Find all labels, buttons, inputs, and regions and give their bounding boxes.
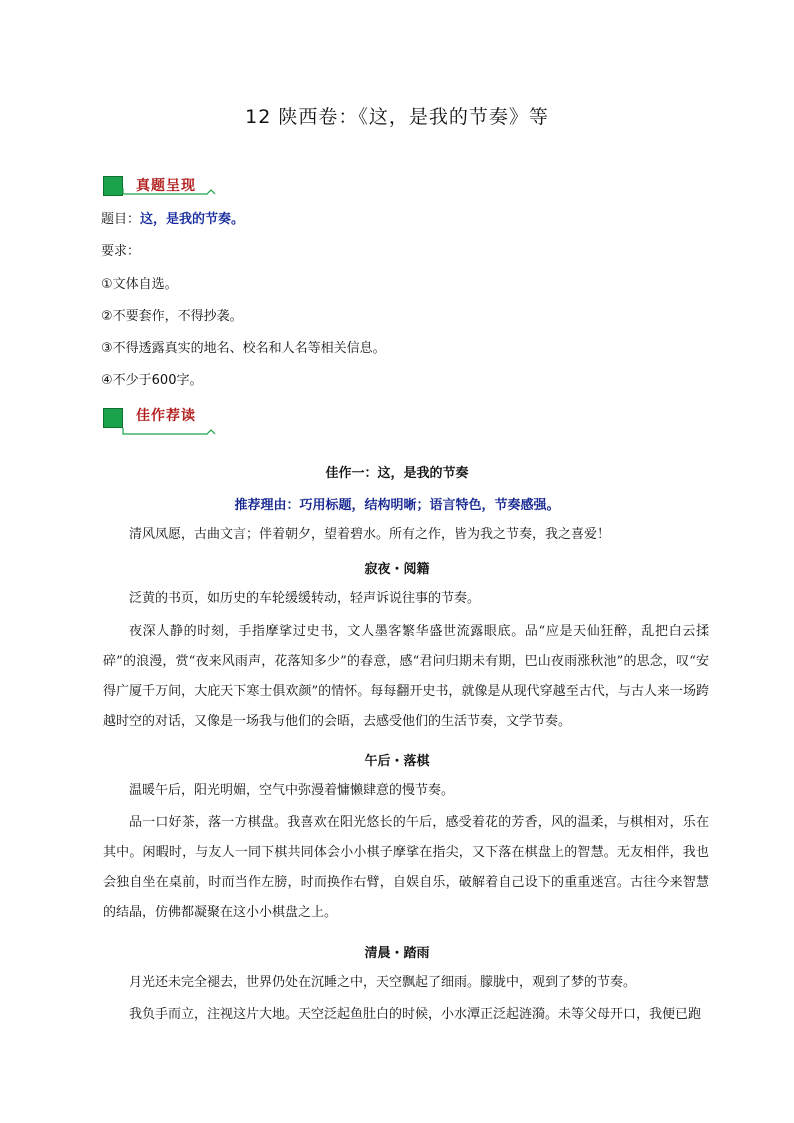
essay-paragraph: 我负手而立，注视这片大地。天空泛起鱼肚白的时候，小水潭正泛起涟漪。未等父母开口，我便已跑 <box>129 1007 702 1022</box>
page-title: 12 陕西卷：《这，是我的节奏》等 <box>245 106 549 128</box>
section-header-recommended <box>103 404 223 440</box>
prompt-line <box>101 208 244 227</box>
prompt-topic: 这，是我的节奏。 <box>140 212 245 227</box>
essay-title: 佳作一：这，是我的节奏 <box>325 466 469 481</box>
essay-paragraph: 温暖午后，阳光明媚，空气中弥漫着慵懒肆意的慢节奏。 <box>129 783 455 798</box>
requirement-4: ④不少于600字。 <box>101 373 203 388</box>
section-heading: 佳作荐读 <box>136 408 196 424</box>
prompt-label: 题目： <box>101 212 141 227</box>
essay-subheading: 午后・落棋 <box>364 754 430 769</box>
essay-subheading: 清晨・踏雨 <box>364 946 430 961</box>
essay-subheading: 寂夜・阅籍 <box>364 562 430 577</box>
essay-paragraph: 品一口好茶，落一方棋盘。我喜欢在阳光悠长的午后，感受着花的芳香，风的温柔，与棋相对，乐在其中。闲暇时，与友人一同下棋共同体会小小棋子摩挲在指尖，又下落在棋盘上的智慧。无友相伴，我也会独自坐在桌前，时而当作左膀，时而换作右臂，自娱自乐，破解着自己设下的重重迷宫。古往今来智慧的结晶，仿佛都凝聚在这小小棋盘之上。 <box>103 815 709 920</box>
section-header-real-question <box>103 172 223 208</box>
requirement-3: ③不得透露真实的地名、校名和人名等相关信息。 <box>101 341 386 356</box>
essay-paragraph: 清风凤愿，古曲文言；伴着朝夕，望着碧水。所有之作，皆为我之节奏，我之喜爱！ <box>129 527 611 542</box>
essay-paragraph: 泛黄的书页，如历史的车轮缓缓转动，轻声诉说往事的节奏。 <box>129 591 481 606</box>
essay-paragraph: 夜深人静的时刻，手指摩挲过史书，文人墨客繁华盛世流露眼底。品“应是天仙狂醉，乱把白云揉碎”的浪漫，赏“夜来风雨声，花落知多少”的春意，感“君问归期未有期，巴山夜雨涨秋池”的思念，叹“安得广厦千万间，大庇天下寒士俱欢颜”的情怀。每每翻开史书，就像是从现代穿越至古代，与古人来一场跨越时空的对话，又像是一场我与他们的会晤，去感受他们的生活节奏，文学节奏。 <box>103 624 709 729</box>
requirements-label: 要求： <box>101 244 141 259</box>
recommendation-reason: 推荐理由：巧用标题，结构明晰；语言特色，节奏感强。 <box>234 498 560 513</box>
section-heading: 真题呈现 <box>136 178 196 194</box>
requirement-1: ①文体自选。 <box>101 277 178 292</box>
requirement-2: ②不要套作，不得抄袭。 <box>101 309 243 324</box>
essay-paragraph: 月光还未完全褪去，世界仍处在沉睡之中，天空飘起了细雨。朦胧中，观到了梦的节奏。 <box>129 975 637 990</box>
